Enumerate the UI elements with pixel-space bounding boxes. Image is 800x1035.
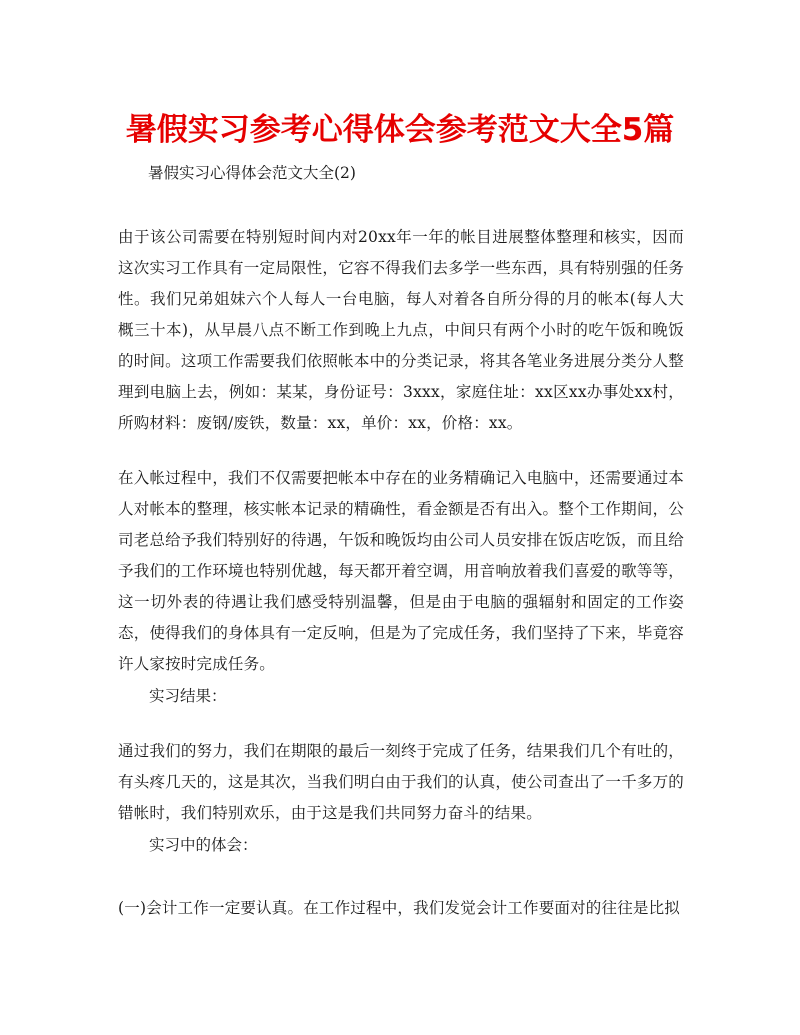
paragraph-3: 通过我们的努力，我们在期限的最后一刻终于完成了任务，结果我们几个有吐的，有头疼几天的，这是其次，当我们明白由于我们的认真，使公司查出了一千多万的错帐时，我们特别欢乐，由于这是我们共同努力奋斗的结果。 (118, 742, 684, 822)
document-subtitle: 暑假实习心得体会范文大全(2) (148, 164, 356, 182)
document-title: 暑假实习参考心得体会参考范文大全5篇 (125, 112, 675, 148)
paragraph-4: (一)会计工作一定要认真。在工作过程中，我们发觉会计工作要面对的往往是比拟 (118, 899, 680, 917)
paragraph-2: 在入帐过程中，我们不仅需要把帐本中存在的业务精确记入电脑中，还需要通过本人对帐本的整理，核实帐本记录的精确性，看金额是否有出入。整个工作期间，公司老总给予我们特别好的待遇，午饭和晚饭均由公司人员安排在饭店吃饭，而且给予我们的工作环境也特别优越，每天都开着空调，用音响放着我们喜爱的歌等等，这一切外表的待遇让我们感受特别温馨，但是由于电脑的强辐射和固定的工作姿态，使得我们的身体具有一定反响，但是为了完成任务，我们坚持了下来，毕竟容许人家按时完成任务。 (118, 469, 684, 673)
paragraph-1: 由于该公司需要在特别短时间内对20xx年一年的帐目进展整体整理和核实，因而这次实习工作具有一定局限性，它容不得我们去多学一些东西，具有特别强的任务性。我们兄弟姐妹六个人每人一台电脑，每人对着各自所分得的月的帐本(每人大概三十本)，从早晨八点不断工作到晚上九点，中间只有两个小时的吃午饭和晚饭的时间。这项工作需要我们依照帐本中的分类记录，将其各笔业务进展分类分人整理到电脑上去，例如：某某，身份证号：3xxx，家庭住址：xx区xx办事处xx村，所购材料：废钢/废铁，数量：xx，单价：xx，价格：xx。 (118, 228, 684, 432)
section-label-experience: 实习中的体会： (149, 836, 258, 854)
section-label-results: 实习结果： (149, 687, 227, 705)
